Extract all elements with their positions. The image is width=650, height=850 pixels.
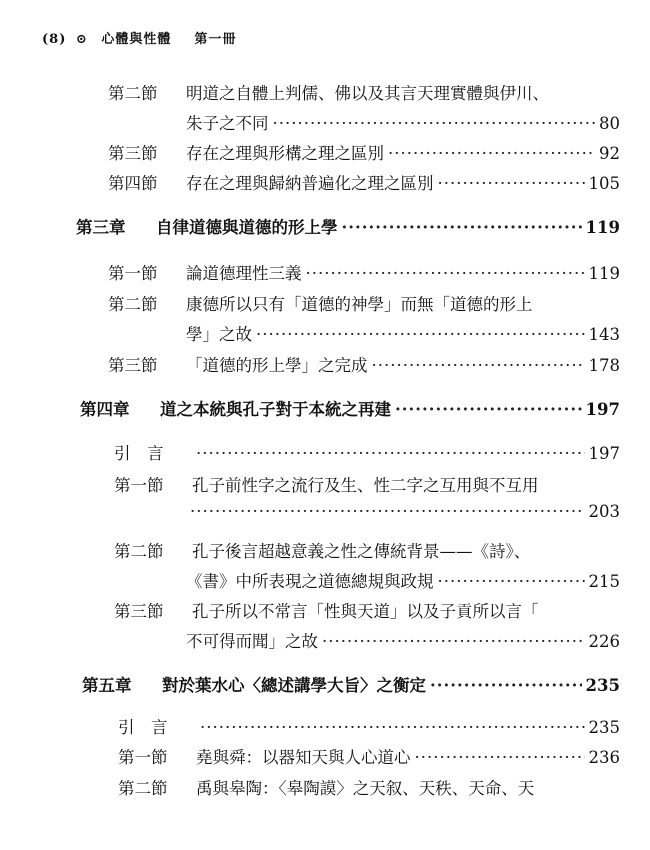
toc-entry	[118, 714, 620, 738]
toc-entry	[118, 744, 620, 768]
toc-entry	[114, 472, 539, 496]
page-number: 215	[588, 572, 620, 591]
leader-dots	[273, 114, 596, 133]
leader-dots	[415, 748, 585, 767]
toc-entry-continuation	[186, 110, 620, 134]
page-number: 80	[599, 114, 620, 133]
chapter-label: 第三章	[76, 218, 126, 237]
entry-title: 堯與舜：以器知天與人心道心	[196, 748, 411, 767]
header-page-number: (8)	[42, 32, 67, 47]
toc-entry	[114, 598, 539, 622]
toc-chapter	[76, 214, 620, 238]
toc-entry	[114, 440, 620, 464]
toc-chapter	[80, 396, 620, 420]
section-label: 第二節	[118, 779, 168, 798]
header-book-title: 心體與性體	[101, 32, 172, 47]
section-label: 引 言	[118, 718, 168, 737]
toc-chapter	[82, 672, 620, 696]
leader-dots	[438, 572, 585, 591]
page-number: 105	[588, 174, 620, 193]
entry-title: 《書》中所表現之道德總規與政規	[186, 572, 434, 591]
circle-ornament-icon: ⊙	[75, 32, 88, 47]
page-number: 236	[588, 748, 620, 767]
chapter-title: 對於葉水心〈總述講學大旨〉之衡定	[162, 676, 426, 695]
toc-entry	[108, 352, 620, 376]
section-label: 第三節	[114, 602, 164, 621]
entry-title: 存在之理與歸納普遍化之理之區別	[186, 174, 434, 193]
entry-title: 孔子後言超越意義之性之傳統背景——《詩》、	[192, 542, 531, 561]
section-label: 第三節	[108, 144, 158, 163]
toc-entry	[108, 80, 549, 104]
entry-title: 禹與皋陶：〈皋陶謨〉之天叙、天秩、天命、天	[196, 779, 535, 798]
running-header	[42, 28, 236, 47]
section-label: 第四節	[108, 174, 158, 193]
entry-title: 不可得而聞」之故	[186, 632, 318, 651]
section-label: 第二節	[108, 295, 158, 314]
leader-dots	[200, 718, 585, 737]
leader-dots	[395, 400, 582, 419]
toc-entry-continuation	[186, 628, 620, 652]
page-number: 203	[588, 502, 620, 521]
section-label: 第一節	[114, 476, 164, 495]
toc-entry	[108, 170, 620, 194]
chapter-label: 第四章	[80, 400, 130, 419]
page-number: 119	[585, 218, 620, 237]
section-label: 第二節	[108, 84, 158, 103]
chapter-title: 自律道德與道德的形上學	[156, 218, 338, 237]
toc-entry-continuation	[186, 502, 620, 521]
toc-entry-continuation	[186, 568, 620, 592]
page-number: 178	[588, 356, 620, 375]
entry-title: 「道德的形上學」之完成	[186, 356, 368, 375]
leader-dots	[342, 218, 582, 237]
toc-entry	[108, 260, 620, 284]
page-number: 226	[588, 632, 620, 651]
leader-dots	[438, 174, 585, 193]
leader-dots	[190, 502, 585, 521]
entry-title: 明道之自體上判儒、佛以及其言天理實體與伊川、	[186, 84, 549, 103]
toc-entry	[114, 538, 530, 562]
page-number: 197	[588, 444, 620, 463]
section-label: 引 言	[114, 444, 164, 463]
toc-entry	[108, 140, 620, 164]
leader-dots	[256, 325, 585, 344]
leader-dots	[430, 676, 582, 695]
leader-dots	[196, 444, 585, 463]
leader-dots	[388, 144, 595, 163]
page-number: 92	[599, 144, 620, 163]
entry-title: 孔子前性字之流行及生、性二字之互用與不互用	[192, 476, 539, 495]
entry-title: 論道德理性三義	[186, 264, 302, 283]
chapter-title: 道之本統與孔子對于本統之再建	[160, 400, 391, 419]
page-number: 119	[588, 264, 620, 283]
page-number: 235	[585, 676, 620, 695]
page-number: 197	[585, 400, 620, 419]
entry-title: 孔子所以不常言「性與天道」以及子貢所以言「	[192, 602, 539, 621]
section-label: 第二節	[114, 542, 164, 561]
toc-entry-continuation	[186, 321, 620, 345]
entry-title: 朱子之不同	[186, 114, 269, 133]
entry-title: 存在之理與形構之理之區別	[186, 144, 384, 163]
section-label: 第一節	[118, 748, 168, 767]
leader-dots	[372, 356, 585, 375]
header-volume: 第一冊	[194, 32, 237, 47]
page-number: 235	[588, 718, 620, 737]
entry-title: 康德所以只有「道德的神學」而無「道德的形上	[186, 295, 533, 314]
entry-title: 學」之故	[186, 325, 252, 344]
section-label: 第三節	[108, 356, 158, 375]
leader-dots	[306, 264, 585, 283]
chapter-label: 第五章	[82, 676, 132, 695]
page-number: 143	[588, 325, 620, 344]
leader-dots	[322, 632, 585, 651]
section-label: 第一節	[108, 264, 158, 283]
toc-entry	[118, 775, 534, 799]
toc-entry	[108, 291, 533, 315]
